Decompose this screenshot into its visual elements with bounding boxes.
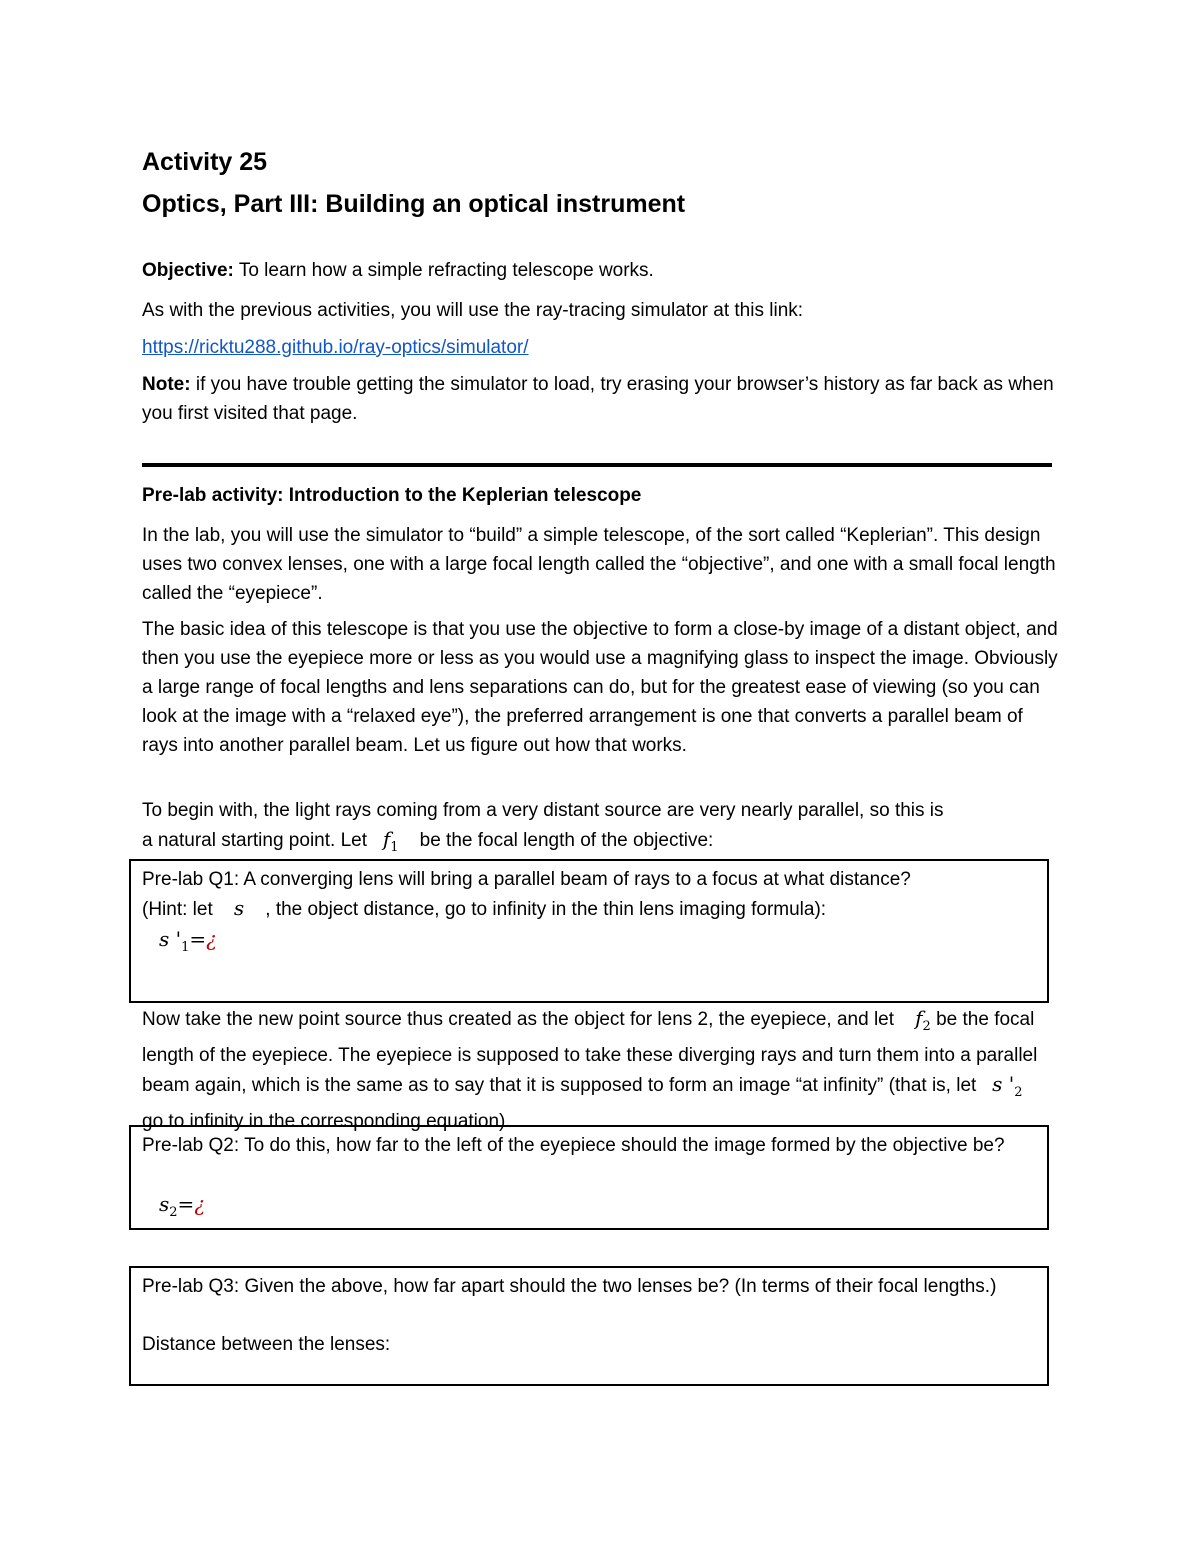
prelab-paragraph-3 (142, 796, 1062, 862)
q3-answer-label[interactable]: Distance between the lenses: (142, 1334, 391, 1355)
q2-eq-lhs: s (159, 1192, 170, 1216)
s2prime-var: s ' (992, 1072, 1015, 1096)
q1-hint-b: , the object distance, go to infinity in the thin lens imaging formula): (265, 899, 827, 920)
focal-length-f1 (382, 827, 399, 855)
q2-eq-placeholder: ¿ (194, 1192, 206, 1216)
para4-text-b: be the focal length of the eyepiece. The eyepiece is supposed to take these diverging rays and turn them into a parallel beam again, which is the same as to say that it is supposed to form an image “at infinity” (that is, let (142, 1009, 1038, 1096)
s2prime-sub: 2 (1014, 1085, 1023, 1100)
note-label: Note: (142, 374, 191, 395)
prelab-paragraph-2: The basic idea of this telescope is that you use the objective to form a close-by image of a distant object, and then you use the eyepiece more or less as you would use a magnifying glass to inspect the image. Obviously a large range of focal lengths and lens separations can do, but for the greatest ease of viewing (so you can look at the image with a “relaxed eye”), the preferred arrangement is one that converts a parallel beam of rays into another parallel beam. Let us figure out how that works. (142, 619, 1058, 756)
note-paragraph (142, 370, 1057, 428)
page-subtitle: Optics, Part III: Building an optical instrument (142, 190, 686, 218)
q1-eq-equals: = (189, 927, 207, 951)
page-title: Activity 25 (142, 148, 268, 176)
f1-var: f (382, 827, 391, 851)
f1-sub: 1 (390, 840, 399, 855)
image-distance-s2prime (992, 1072, 1023, 1100)
q1-question (142, 865, 1042, 894)
note-text: if you have trouble getting the simulator to load, try erasing your browser’s history as far back as when you first visited that page. (142, 374, 1054, 424)
para4-text-a: Now take the new point source thus created as the object for lens 2, the eyepiece, and let (142, 1009, 895, 1030)
q3-content (142, 1272, 1042, 1359)
q2-eq-equals: = (177, 1192, 195, 1216)
f2-var: f (915, 1006, 923, 1030)
q2-text: To do this, how far to the left of the eyepiece should the image formed by the objective be? (244, 1135, 1005, 1156)
prelab-heading: Pre-lab activity: Introduction to the Keplerian telescope (142, 485, 642, 506)
objective-line (142, 256, 1062, 285)
q1-hint-a: (Hint: let (142, 899, 213, 920)
simulator-link[interactable]: https://ricktu288.github.io/ray-optics/simulator/ (142, 337, 529, 358)
q1-var-s: s (233, 896, 245, 920)
simulator-sentence: As with the previous activities, you will use the ray-tracing simulator at this link: (142, 300, 804, 321)
q2-content (142, 1131, 1042, 1160)
simulator-link-line (142, 333, 1062, 362)
q1-eq-sub: 1 (181, 940, 190, 955)
q2-eq-sub: 2 (169, 1205, 178, 1220)
q1-eq-placeholder: ¿ (206, 927, 217, 951)
q1-content (142, 865, 1042, 924)
q3-label: Pre-lab Q3: (142, 1276, 240, 1297)
para4-text-c: go to infinity in the corresponding equation). (142, 1111, 511, 1132)
q3-spacer (142, 1301, 1042, 1330)
focal-length-f2 (915, 1006, 931, 1034)
objective-text: To learn how a simple refracting telescope works. (238, 260, 654, 281)
prelab-q1-box (129, 859, 1049, 1003)
q1-text: A converging lens will bring a parallel beam of rays to a focus at what distance? (243, 869, 911, 890)
q2-answer-equation[interactable] (159, 1192, 205, 1220)
q3-text: Given the above, how far apart should the two lenses be? (In terms of their focal lengths.) (244, 1276, 997, 1297)
f2-sub: 2 (922, 1019, 931, 1034)
prelab-paragraph-3-line-1: To begin with, the light rays coming from a very distant source are very nearly parallel, so this is (142, 800, 944, 821)
prelab-paragraph-3-line-2 (142, 825, 1062, 862)
q1-hint (142, 894, 1042, 924)
section-divider (142, 463, 1052, 467)
prelab-q2-box (129, 1125, 1049, 1230)
q2-label: Pre-lab Q2: (142, 1135, 240, 1156)
prelab-paragraph-1: In the lab, you will use the simulator to “build” a simple telescope, of the sort called “Keplerian”. This design uses two convex lenses, one with a large focal length called the “objective”, and one with a small focal length called the “eyepiece”. (142, 525, 1056, 604)
prelab-q3-box (129, 1266, 1049, 1386)
para3-text-a: a natural starting point. Let (142, 830, 367, 851)
q1-eq-lhs: s ' (159, 927, 182, 951)
q1-label: Pre-lab Q1: (142, 869, 240, 890)
objective-label: Objective: (142, 260, 234, 281)
para3-text-b: be the focal length of the objective: (419, 830, 714, 851)
q3-question (142, 1272, 1042, 1301)
prelab-paragraph-4 (142, 1004, 1064, 1136)
q1-answer-equation[interactable] (159, 927, 217, 955)
